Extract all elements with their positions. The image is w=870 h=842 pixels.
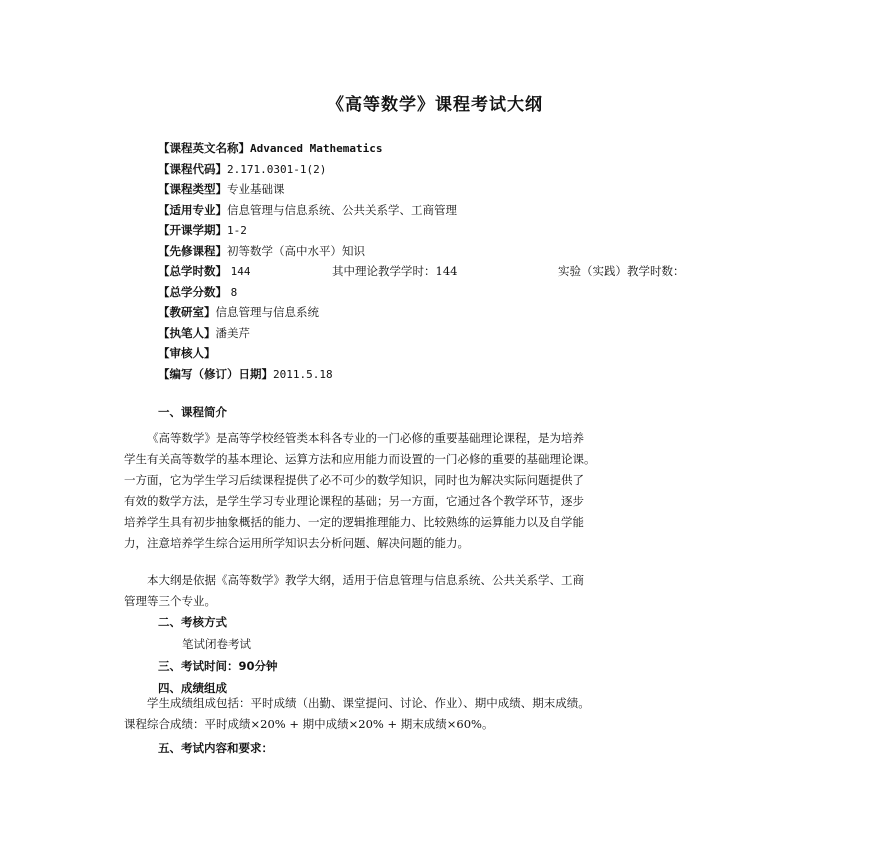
course-meta [158,138,685,384]
meta-prerequisite: 【先修课程】初等数学（高中水平）知识 [158,243,365,258]
paragraph-line: 培养学生具有初步抽象概括的能力、一定的逻辑推理能力、比较熟练的运算能力以及自学能 [124,515,584,529]
english-name-value: Advanced Mathematics [250,142,383,155]
meta-course-code: 【课程代码】2.171.0301-1(2) [158,161,327,176]
meta-reviewer: 【审核人】 [158,346,216,360]
course-code-value: 2.171.0301-1(2) [227,162,327,176]
majors-value: 信息管理与信息系统、公共关系学、工商管理 [227,202,457,217]
theory-hours: 其中理论教学学时：144 [332,264,458,278]
paragraph-line: 本大纲是依据《高等数学》教学大纲，适用于信息管理与信息系统、公共关系学、工商 [147,573,584,587]
total-hours-value: 144 [230,265,251,278]
document-title: 《高等数学》课程考试大纲 [327,95,543,115]
paragraph-line: 学生成绩组成包括：平时成绩（出勤、课堂提问、讨论、作业）、期中成绩、期末成绩。 [147,696,590,710]
section-heading-exam-content: 五、考试内容和要求： [158,741,273,755]
meta-english-name: 【课程英文名称】Advanced Mathematics [158,141,383,155]
credits-value: 8 [230,285,238,299]
meta-majors: 【适用专业】信息管理与信息系统、公共关系学、工商管理 [158,202,457,217]
grading-paragraph [124,693,748,735]
office-value: 信息管理与信息系统 [215,305,319,319]
section-heading-intro: 一、课程简介 [158,405,227,419]
course-type-value: 专业基础课 [227,182,285,196]
term-value: 1-2 [227,224,247,237]
author-value: 潘美芹 [215,325,250,340]
section-heading-grading: 四、成绩组成 [158,681,227,695]
meta-author: 【执笔人】潘美芹 [158,325,250,340]
paragraph-line: 《高等数学》是高等学校经管类本科各专业的一门必修的重要基础理论课程，是为培养 [147,431,584,445]
meta-term: 【开课学期】1-2 [158,223,247,237]
section-heading-exam-time: 三、考试时间：90分钟 [158,659,278,673]
meta-date: 【编写（修订）日期】2011.5.18 [158,366,333,381]
intro-paragraph [124,428,748,554]
meta-credits: 【总学分数】 8 [158,284,238,299]
scope-paragraph [124,570,748,612]
paragraph-line: 学生有关高等数学的基本理论、运算方法和应用能力而设置的一门必修的重要的基础理论课。 [124,452,596,466]
meta-course-type: 【课程类型】专业基础课 [158,182,285,196]
experiment-hours: 实验（实践）教学时数： [558,264,685,278]
paragraph-line: 有效的数学方法，是学生学习专业理论课程的基础；另一方面，它通过各个教学环节，逐步 [124,494,584,508]
assessment-text: 笔试闭卷考试 [182,637,251,651]
section-heading-assessment: 二、考核方式 [158,615,227,629]
prerequisite-value: 初等数学（高中水平）知识 [227,243,365,258]
meta-total-hours: 【总学时数】 144 其中理论教学学时：144 实验（实践）教学时数： [158,261,457,282]
paragraph-line: 管理等三个专业。 [124,594,216,608]
paragraph-line: 一方面，它为学生学习后续课程提供了必不可少的数学知识，同时也为解决实际问题提供了 [124,473,584,487]
meta-office: 【教研室】信息管理与信息系统 [158,305,319,319]
paragraph-line: 力，注意培养学生综合运用所学知识去分析问题、解决问题的能力。 [124,536,469,550]
paragraph-line: 课程综合成绩：平时成绩×20% + 期中成绩×20% + 期末成绩×60%。 [124,717,494,731]
date-value: 2011.5.18 [273,367,333,381]
